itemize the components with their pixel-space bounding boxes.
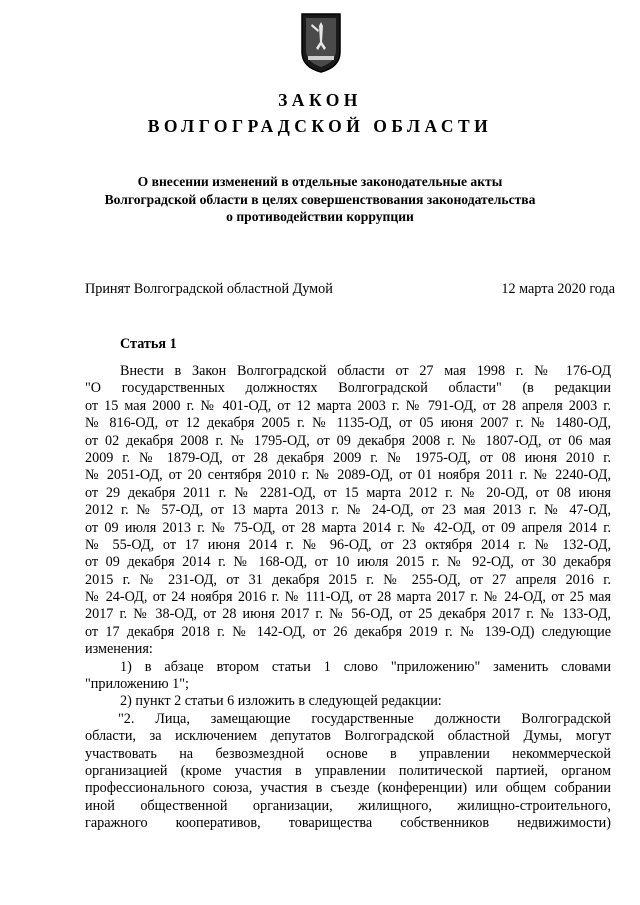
body-line: от 09 июля 2013 г. № 75-ОД, от 28 марта 2014 г. № 42-ОД, от 09 апреля 2014 г. — [85, 519, 611, 536]
adopted-by: Принят Волгоградской областной Думой — [85, 281, 333, 297]
body-line: Внести в Закон Волгоградской области от 27 мая 1998 г. № 176-ОД — [120, 363, 611, 379]
article-body — [85, 363, 611, 833]
region-title: ВОЛГОГРАДСКОЙ ОБЛАСТИ — [147, 116, 493, 136]
body-line: 2009 г. № 1879-ОД, от 28 декабря 2009 г. № 1975-ОД, от 08 июня 2010 г. — [85, 449, 611, 466]
quote-line: гаражного кооперативов, товарищества собственников недвижимости) — [85, 815, 611, 832]
adoption-date: 12 марта 2020 года — [501, 281, 615, 297]
item-1-line: "приложению 1"; — [85, 676, 189, 693]
body-line: 2015 г. № 231-ОД, от 31 декабря 2015 г. № 255-ОД, от 27 апреля 2016 г. — [85, 571, 611, 588]
body-line: от 17 декабря 2018 г. № 142-ОД, от 26 декабря 2019 г. № 139-ОД) следующие — [85, 623, 611, 640]
subject-line: О внесении изменений в отдельные законодательные акты — [137, 174, 503, 189]
body-line: от 09 декабря 2014 г. № 168-ОД, от 10 июля 2015 г. № 92-ОД, от 30 декабря — [85, 554, 611, 571]
body-line: № 55-ОД, от 17 июня 2014 г. № 96-ОД, от 23 октября 2014 г. № 132-ОД, — [85, 536, 611, 553]
body-line: № 24-ОД, от 24 ноября 2016 г. № 111-ОД, от 28 марта 2017 г. № 24-ОД, от 25 мая — [85, 589, 611, 606]
quote-line: организацией (кроме участия в управлении политической партией, органом — [85, 762, 611, 779]
item-2-line: 2) пункт 2 статьи 6 изложить в следующей редакции: — [120, 693, 442, 710]
law-subject — [80, 173, 560, 226]
quote-line: "2. Лица, замещающие государственные должности Волгоградской — [118, 710, 611, 727]
body-line: 2012 г. № 57-ОД, от 13 марта 2013 г. № 24-ОД, от 23 мая 2013 г. № 47-ОД, — [85, 502, 611, 519]
body-line: № 816-ОД, от 12 декабря 2005 г. № 1135-ОД, от 05 июня 2007 г. № 1480-ОД, — [85, 415, 611, 432]
subject-line: Волгоградской области в целях совершенствования законодательства — [104, 191, 536, 207]
body-line: от 02 декабря 2008 г. № 1795-ОД, от 09 декабря 2008 г. № 1807-ОД, от 06 мая — [85, 432, 611, 449]
coat-of-arms-emblem — [300, 12, 342, 74]
body-line: изменения: — [85, 641, 153, 658]
law-title: ЗАКОН — [278, 90, 362, 110]
quote-line: профессионального союза, участия в съезде (конференции) или общем собрании — [85, 780, 611, 797]
body-line: от 15 мая 2000 г. № 401-ОД, от 12 марта 2003 г. № 791-ОД, от 28 апреля 2003 г. — [85, 397, 611, 414]
item-1-line: 1) в абзаце втором статьи 1 слово "приложению" заменить словами — [120, 658, 611, 675]
body-line: "О государственных должностях Волгоградской области" (в редакции — [85, 380, 611, 397]
body-line: № 2051-ОД, от 20 сентября 2010 г. № 2089-ОД, от 01 ноября 2011 г. № 2240-ОД, — [85, 467, 611, 484]
body-line: от 29 декабря 2011 г. № 2281-ОД, от 15 марта 2012 г. № 20-ОД, от 08 июня — [85, 484, 611, 501]
article-title: Статья 1 — [120, 336, 177, 352]
quote-line: участвовать на безвозмездной основе в управлении некоммерческой — [85, 745, 611, 762]
quote-line: иной общественной организации, жилищного, жилищно-строительного, — [85, 797, 611, 814]
body-line: 2017 г. № 38-ОД, от 28 июня 2017 г. № 56-ОД, от 25 декабря 2017 г. № 133-ОД, — [85, 606, 611, 623]
quote-line: области, за исключением депутатов Волгоградской областной Думы, могут — [85, 728, 611, 745]
subject-line: о противодействии коррупции — [226, 209, 414, 224]
